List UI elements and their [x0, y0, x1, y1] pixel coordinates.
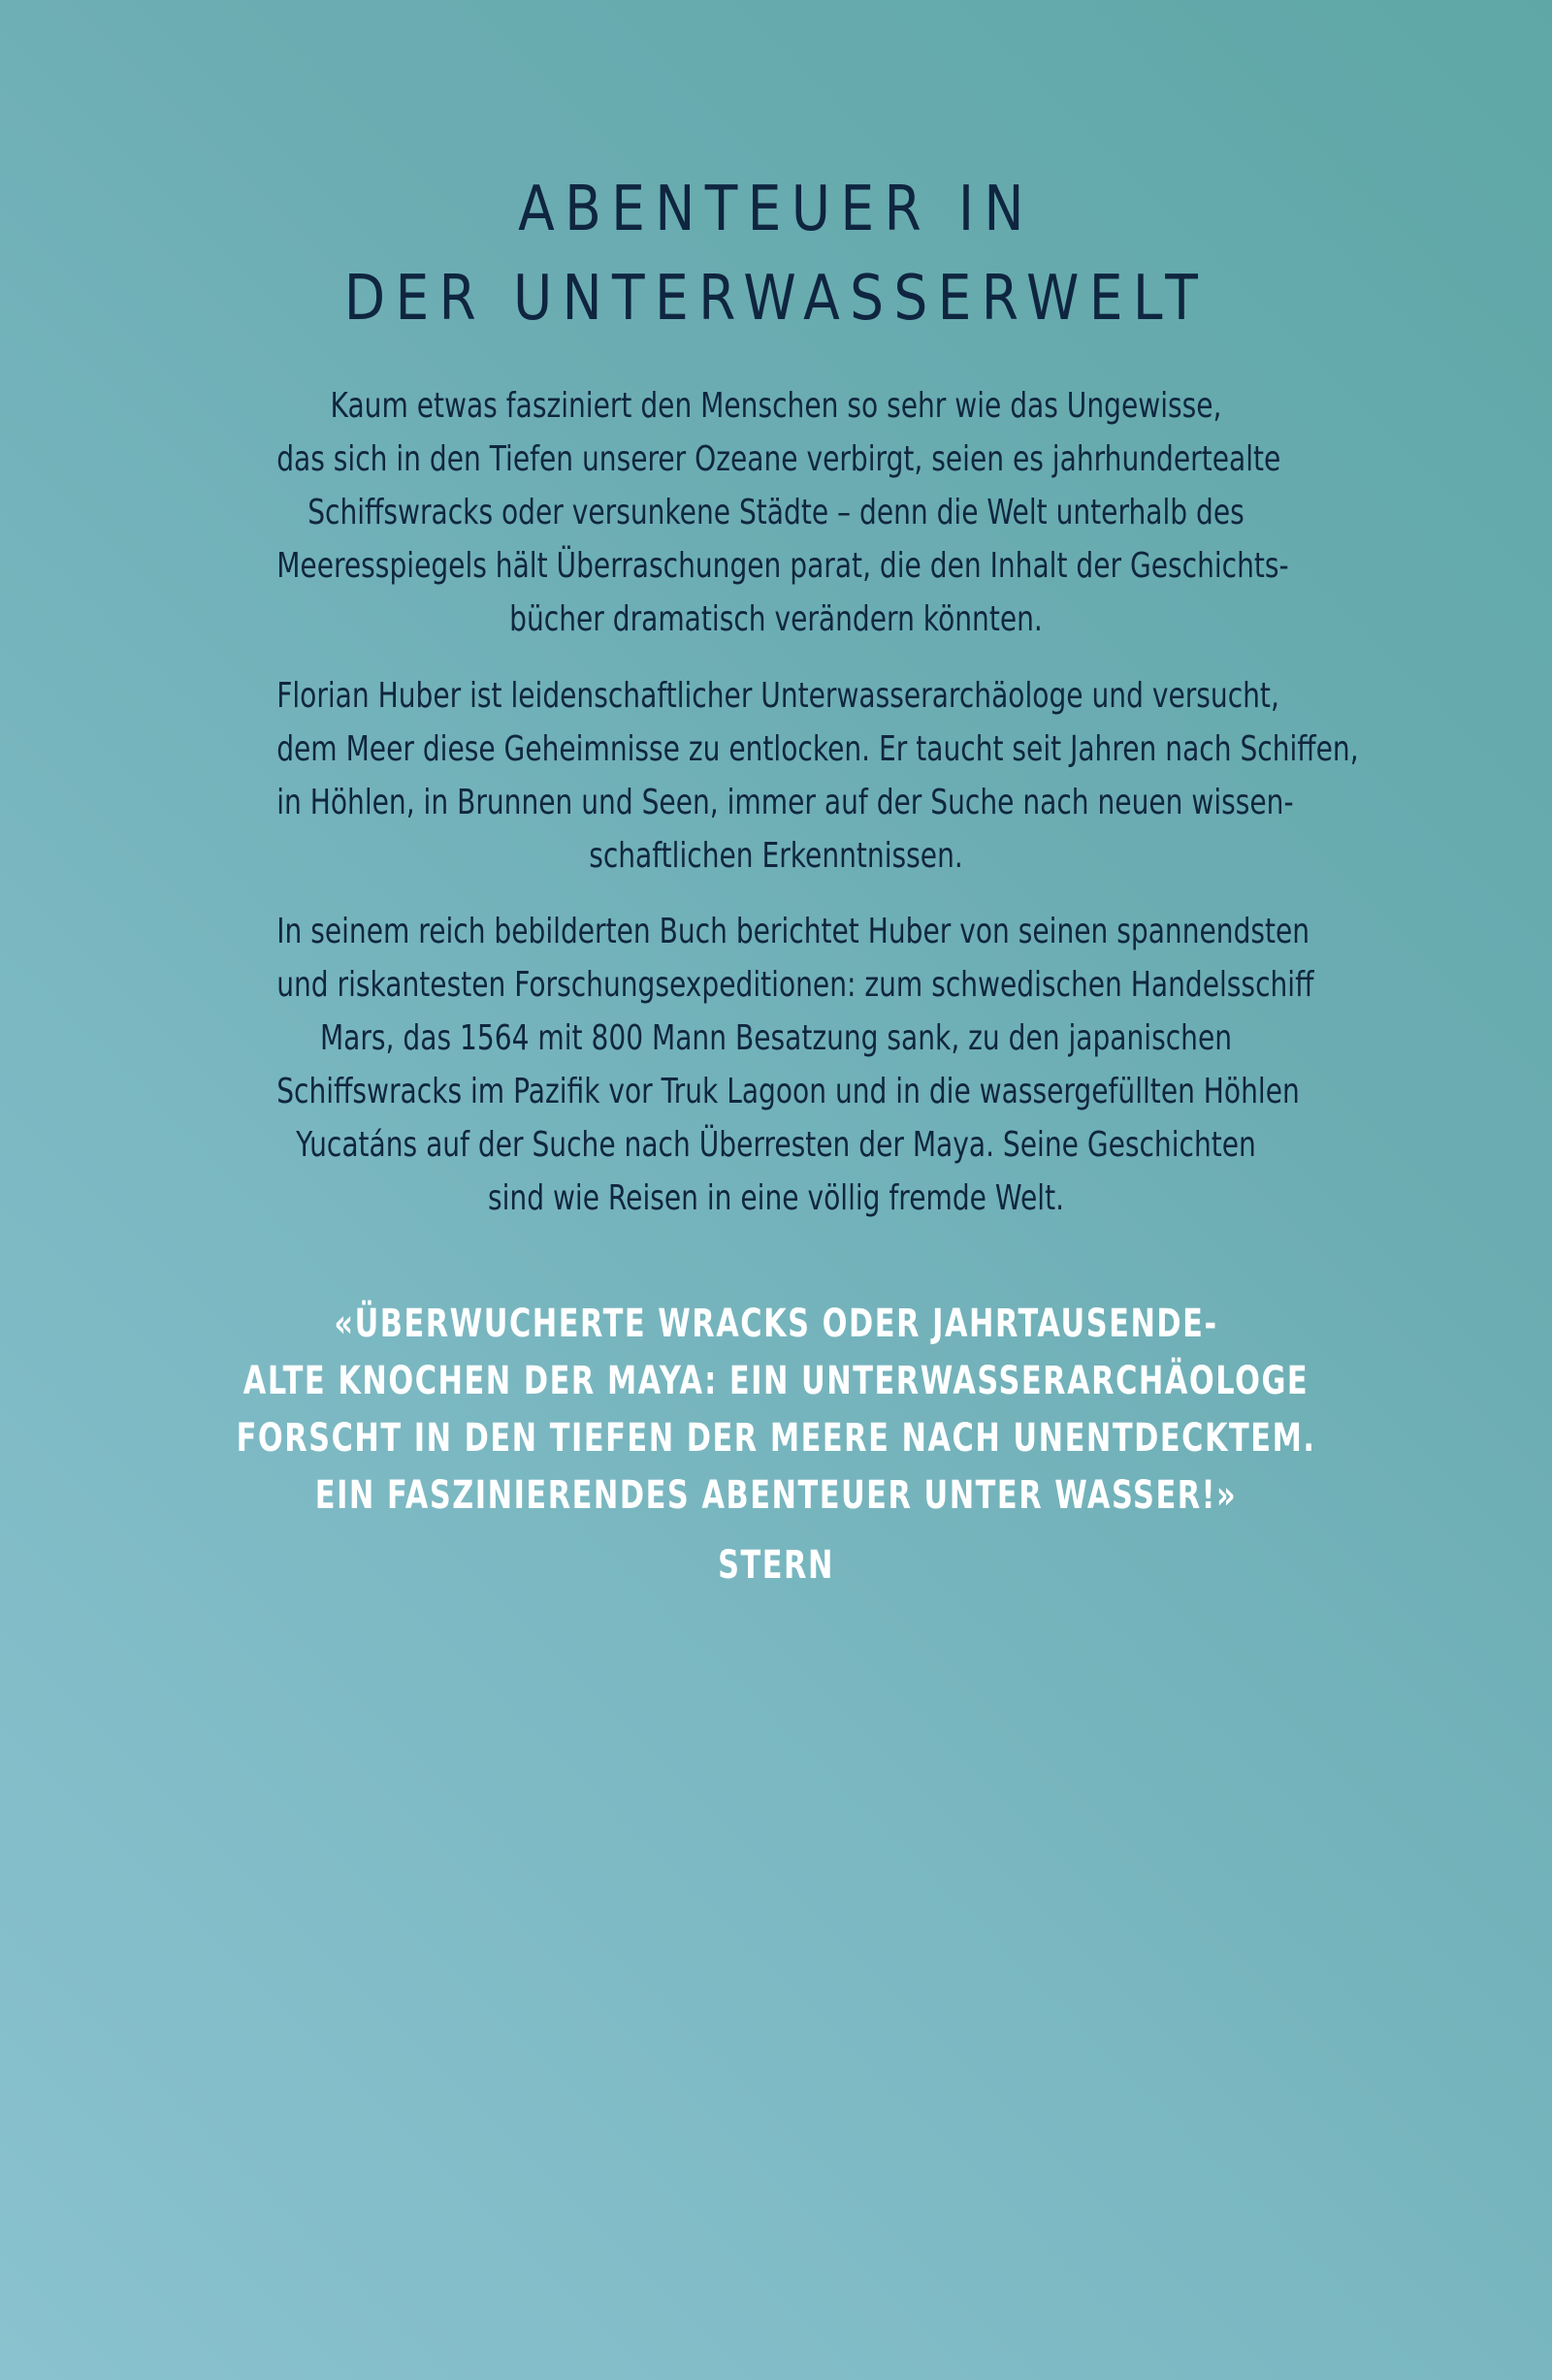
cover-title: [0, 165, 1552, 343]
blurb-line: In seinem reich bebilderten Buch berichtet Huber von seinen spannendsten: [276, 912, 1310, 951]
blurb-line: Schiffswracks oder versunkene Städte – denn die Welt unterhalb des: [307, 493, 1245, 532]
cover-title-line-2: DER UNTERWASSERWELT: [343, 263, 1209, 335]
press-quote: [0, 1296, 1552, 1525]
blurb-line: Schiffswracks im Pazifik vor Truk Lagoon und in die wassergefüllten Höhlen: [276, 1072, 1300, 1111]
blurb-line: Mars, das 1564 mit 800 Mann Besatzung sank, zu den japanischen: [319, 1018, 1233, 1058]
blurb-line: dem Meer diese Geheimnisse zu entlocken. Er taucht seit Jahren nach Schiffen,: [276, 729, 1359, 769]
blurb-line: sind wie Reisen in eine völlig fremde Welt.: [487, 1178, 1065, 1218]
blurb-line: schaftlichen Erkenntnissen.: [589, 836, 963, 876]
blurb-line: das sich in den Tiefen unserer Ozeane verbirgt, seien es jahrhundertealte: [276, 439, 1281, 479]
press-quote-line: EIN FASZINIERENDES ABENTEUER UNTER WASSER!»: [314, 1473, 1238, 1518]
blurb-line: in Höhlen, in Brunnen und Seen, immer auf der Suche nach neuen wissen-: [276, 783, 1294, 822]
cover-title-line-1: ABENTEUER IN: [518, 174, 1034, 245]
press-quote-line: «ÜBERWUCHERTE WRACKS ODER JAHRTAUSENDE-: [334, 1302, 1218, 1346]
blurb-line: bücher dramatisch verändern könnten.: [509, 599, 1043, 639]
press-quote-source-label: STERN: [718, 1543, 834, 1588]
press-quote-source: [0, 1538, 1552, 1592]
blurb-paragraph-1: [136, 379, 1416, 646]
blurb-paragraph-3: [136, 905, 1416, 1225]
blurb-line: und riskantesten Forschungsexpeditionen: zum schwedischen Handelsschiff: [276, 965, 1314, 1005]
blurb-line: Kaum etwas fasziniert den Menschen so sehr wie das Ungewisse,: [330, 386, 1222, 426]
press-quote-line: FORSCHT IN DEN TIEFEN DER MEERE NACH UNENTDECKTEM.: [236, 1416, 1316, 1461]
blurb-line: Meeresspiegels hält Überraschungen parat, die den Inhalt der Geschichts-: [276, 546, 1289, 586]
press-quote-line: ALTE KNOCHEN DER MAYA: EIN UNTERWASSERARCHÄOLOGE: [242, 1359, 1310, 1403]
blurb-line: Yucatáns auf der Suche nach Überresten der Maya. Seine Geschichten: [296, 1125, 1256, 1165]
blurb-line: Florian Huber ist leidenschaftlicher Unterwasserarchäologe und versucht,: [276, 676, 1279, 716]
blurb-paragraph-2: [136, 669, 1416, 883]
